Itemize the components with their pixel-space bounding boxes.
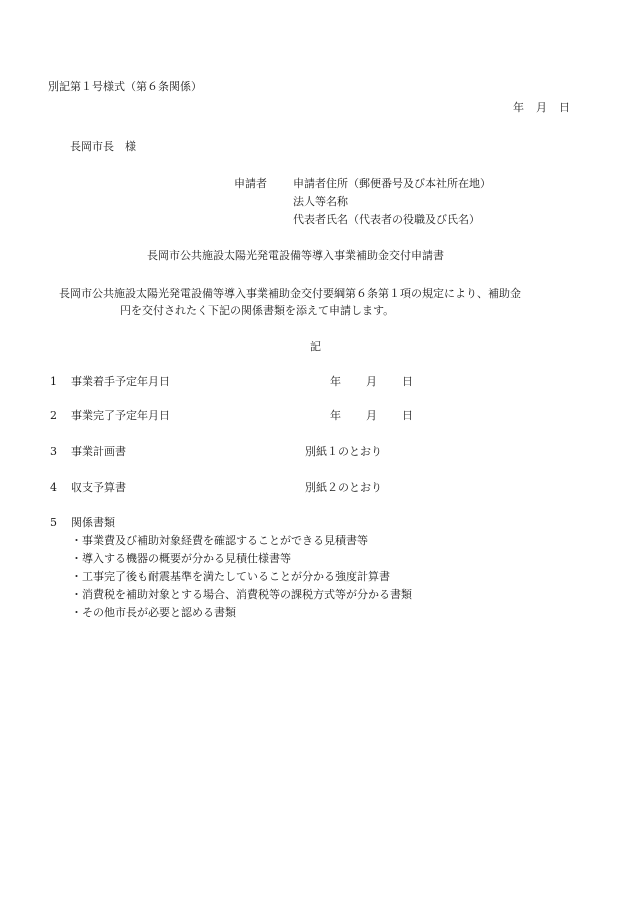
item-number: 2 — [50, 409, 57, 422]
item-month: 月 — [366, 375, 377, 388]
item-month: 月 — [366, 409, 377, 422]
ki-heading: 記 — [310, 340, 321, 353]
item-label: 事業着手予定年月日 — [71, 375, 170, 388]
document-title: 長岡市公共施設太陽光発電設備等導入事業補助金交付申請書 — [147, 249, 444, 262]
applicant-corporate-name-line: 法人等名称 — [293, 195, 348, 208]
item-year: 年 — [330, 409, 341, 422]
item-label: 事業計画書 — [71, 445, 126, 458]
item-day: 日 — [402, 409, 413, 422]
date-day: 日 — [559, 101, 570, 114]
item-value: 別紙１のとおり — [305, 445, 382, 458]
form-number: 別記第１号様式（第６条関係） — [48, 80, 202, 93]
item-date — [330, 375, 413, 389]
applicant-address-line: 申請者住所（郵便番号及び本社所在地） — [293, 177, 491, 190]
document-list-item: ・その他市長が必要と認める書類 — [71, 606, 236, 619]
addressee: 長岡市長 様 — [70, 140, 136, 153]
document-list-item: ・消費税を補助対象とする場合、消費税等の課税方式等が分かる書類 — [71, 588, 412, 601]
date-line — [513, 101, 570, 115]
item-label: 関係書類 — [71, 516, 115, 529]
document-list-item: ・事業費及び補助対象経費を確認することができる見積書等 — [71, 534, 368, 547]
date-month: 月 — [536, 101, 547, 114]
date-year: 年 — [513, 101, 524, 114]
item-date — [330, 409, 413, 423]
item-label: 事業完了予定年月日 — [71, 409, 170, 422]
item-value: 別紙２のとおり — [305, 481, 382, 494]
applicant-representative-line: 代表者氏名（代表者の役職及び氏名） — [293, 213, 480, 226]
item-number: 3 — [50, 445, 57, 458]
item-number: 5 — [50, 516, 57, 529]
body-text-line-2: 円を交付されたく下記の関係書類を添えて申請します。 — [120, 304, 395, 317]
document-list-item: ・導入する機器の概要が分かる見積仕様書等 — [71, 552, 291, 565]
item-number: 1 — [50, 375, 57, 388]
item-year: 年 — [330, 375, 341, 388]
applicant-label: 申請者 — [234, 177, 267, 190]
body-text-line-1: 長岡市公共施設太陽光発電設備等導入事業補助金交付要綱第６条第１項の規定により、補助金 — [59, 287, 521, 300]
item-day: 日 — [402, 375, 413, 388]
item-number: 4 — [50, 481, 57, 494]
item-label: 収支予算書 — [71, 481, 126, 494]
document-list-item: ・工事完了後も耐震基準を満たしていることが分かる強度計算書 — [71, 570, 390, 583]
